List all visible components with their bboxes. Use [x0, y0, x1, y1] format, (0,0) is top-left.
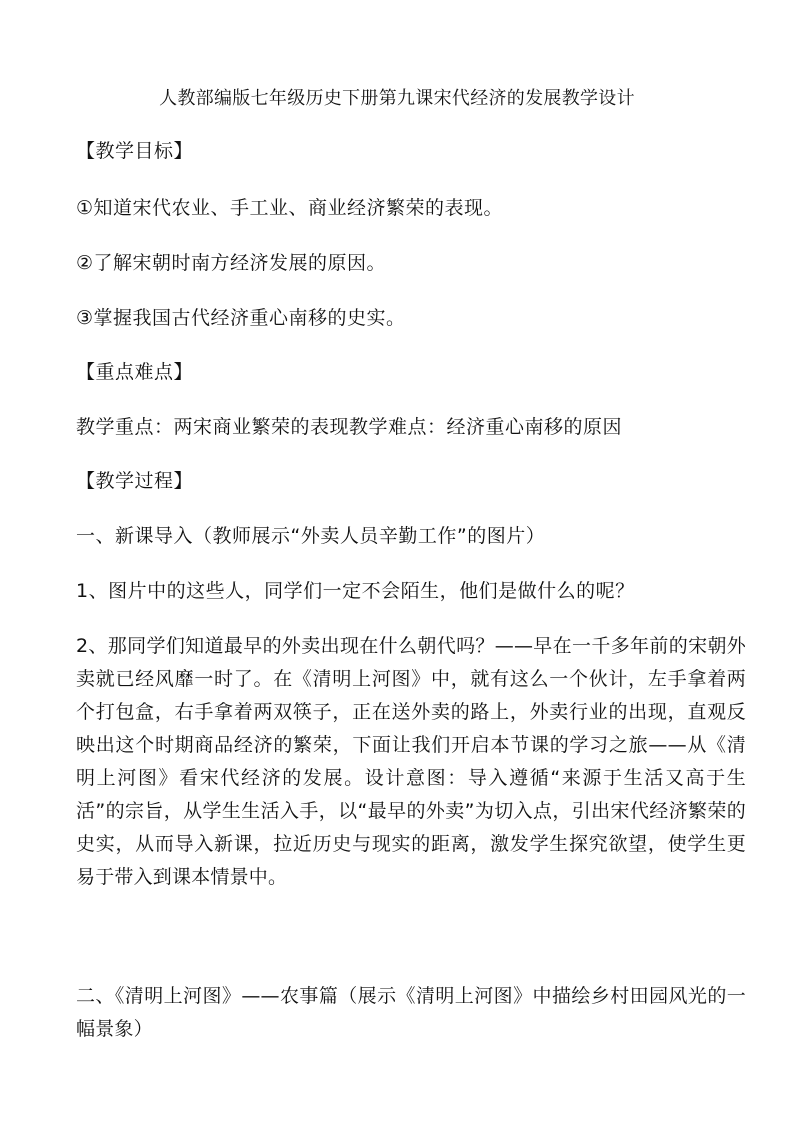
- objective-item-2: ②了解宋朝时南方经济发展的原因。: [76, 252, 387, 274]
- section-farming-heading: 二、《清明上河图》——农事篇（展示《清明上河图》中描绘乡村田园风光的一幅景象）: [76, 985, 746, 1040]
- heading-teaching-objectives: 【教学目标】: [76, 140, 194, 162]
- document-title: 人教部编版七年级历史下册第九课宋代经济的发展教学设计: [159, 88, 635, 109]
- objective-item-3: ③掌握我国古代经济重心南移的史实。: [76, 307, 406, 329]
- intro-item-2-paragraph: 2、那同学们知道最早的外卖出现在什么朝代吗？——早在一千多年前的宋朝外卖就已经风靡一时了。在《清明上河图》中，就有这么一个伙计，左手拿着两个打包盒，右手拿着两双筷子，正在送外卖的路上，外卖行业的出现，直观反映出这个时期商品经济的繁荣，下面让我们开启本节课的学习之旅——从《清明上河图》看宋代经济的发展。设计意图：导入遵循“来源于生活又高于生活”的宗旨，从学生生活入手，以“最早的外卖”为切入点，引出宋代经济繁荣的史实，从而导入新课，拉近历史与现实的距离，激发学生探究欲望，使学生更易于带入到课本情景中。: [76, 635, 746, 888]
- section-intro-heading: 一、新课导入（教师展示“外卖人员辛勤工作”的图片）: [76, 525, 546, 547]
- heading-teaching-process: 【教学过程】: [76, 470, 194, 492]
- key-points-text: 教学重点：两宋商业繁荣的表现教学难点：经济重心南移的原因: [76, 416, 623, 438]
- objective-item-1: ①知道宋代农业、手工业、商业经济繁荣的表现。: [76, 197, 504, 219]
- intro-item-1: 1、图片中的这些人，同学们一定不会陌生，他们是做什么的呢？: [76, 580, 635, 602]
- heading-key-points: 【重点难点】: [76, 361, 194, 383]
